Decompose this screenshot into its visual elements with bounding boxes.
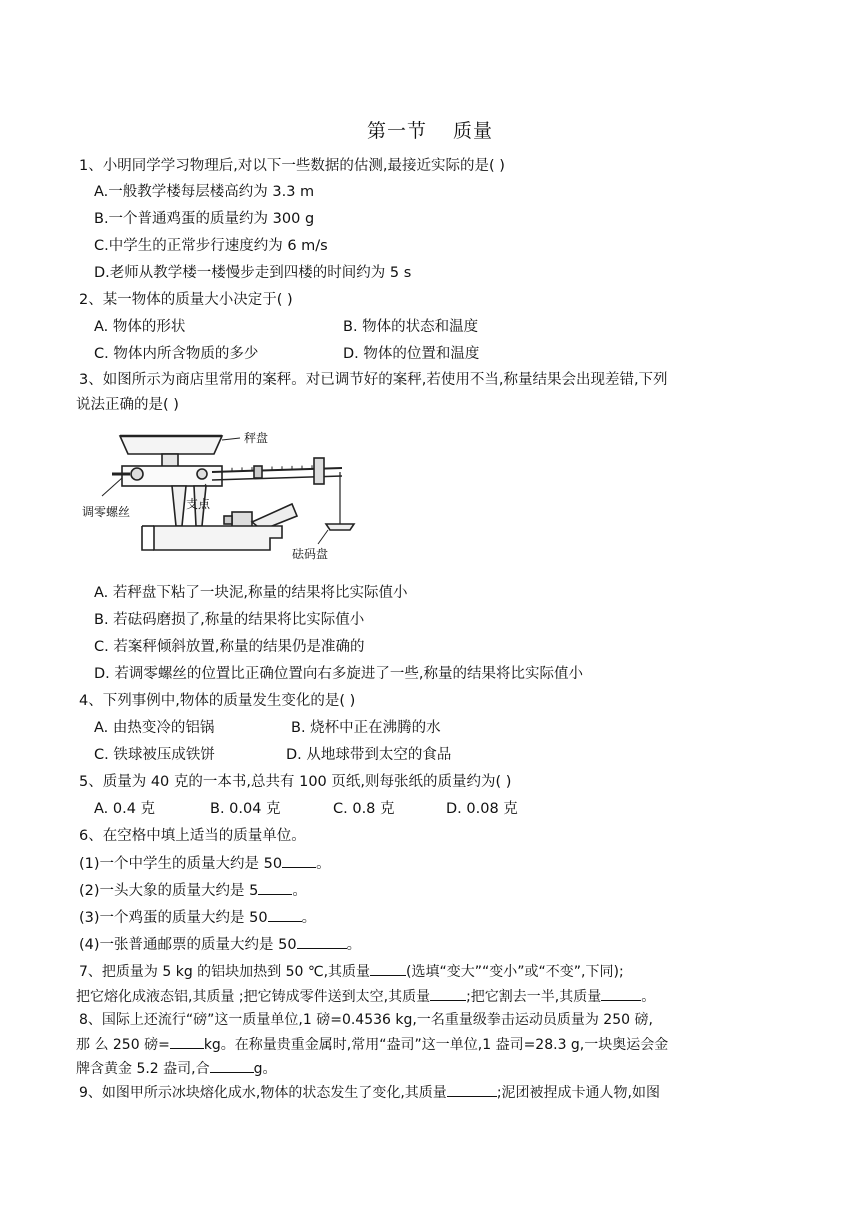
q6-item-3 [79,907,316,928]
q5-option-d: D. 0.08 克 [446,801,518,817]
q9-text-b: ;泥团被捏成卡通人物,如图 [496,1085,660,1101]
q6-blank-2[interactable] [258,880,292,895]
q6-item-4-text: (4)一张普通邮票的质量大约是 50 [79,937,297,953]
q1-option-c: C.中学生的正常步行速度约为 6 m/s [94,238,328,254]
q6-item-2-end: 。 [292,883,307,899]
q6-item-1-end: 。 [316,856,331,872]
q1-option-b: B.一个普通鸡蛋的质量约为 300 g [94,211,315,227]
q8-line2 [76,1034,668,1055]
q7-text-b: (选填“变大”“变小”或“不变”,下同); [406,964,624,980]
q6-item-2-text: (2)一头大象的质量大约是 5 [79,883,259,899]
q6-blank-4[interactable] [297,934,347,949]
q1-option-a: A.一般教学楼每层楼高约为 3.3 m [94,184,315,200]
q8-text-b: 那 么 250 磅= [76,1037,170,1053]
page-title [0,116,860,143]
scale-label-fulcrum: 支点 [186,497,211,511]
q8-blank-2[interactable] [210,1058,254,1073]
q8-blank-1[interactable] [170,1034,204,1049]
q2-option-c: C. 物体内所含物质的多少 [94,346,259,362]
q4-option-a: A. 由热变冷的铝锅 [94,720,215,736]
scale-figure [82,426,362,566]
q5-option-a: A. 0.4 克 [94,801,156,817]
title-part2: 质量 [453,120,494,142]
q6-item-2 [79,880,307,901]
q3-option-b: B. 若砝码磨损了,称量的结果将比实际值小 [94,612,365,628]
scale-label-weight-pan: 砝码盘 [292,547,329,561]
q8-text-e: g。 [253,1061,277,1077]
q4-stem: 4、下列事例中,物体的质量发生变化的是( ) [79,693,356,709]
q6-item-1-text: (1)一个中学生的质量大约是 50 [79,856,283,872]
q6-stem: 6、在空格中填上适当的质量单位。 [79,828,306,844]
q9-text-a: 9、如图甲所示冰块熔化成水,物体的状态发生了变化,其质量 [79,1085,447,1101]
q8-text-c: kg。在称量贵重金属时,常用“盎司”这一单位,1 盎司=28.3 g,一块奥运会金 [203,1037,669,1053]
q8-line3 [76,1058,277,1079]
q3-stem-line1: 3、如图所示为商店里常用的案秤。对已调节好的案秤,若使用不当,称量结果会出现差错,下列 [79,372,668,388]
q7-text-e: 。 [641,989,656,1005]
q7-line2 [76,986,655,1007]
q3-option-a: A. 若秤盘下粘了一块泥,称量的结果将比实际值小 [94,585,408,601]
scale-label-screw: 调零螺丝 [82,505,131,519]
q7-blank-1[interactable] [370,961,406,976]
q2-option-b: B. 物体的状态和温度 [343,319,479,335]
q5-option-c: C. 0.8 克 [333,801,395,817]
q1-stem: 1、小明同学学习物理后,对以下一些数据的估测,最接近实际的是( ) [79,158,505,174]
q7-blank-2[interactable] [430,986,466,1001]
q8-line1: 8、国际上还流行“磅”这一质量单位,1 磅=0.4536 kg,一名重量级拳击运动员质量为 250 磅, [79,1012,653,1028]
q6-blank-1[interactable] [282,853,316,868]
q6-item-3-end: 。 [301,910,317,926]
title-part1: 第一节 [366,120,427,142]
q6-item-4-end: 。 [346,937,362,953]
q4-option-d: D. 从地球带到太空的食品 [286,747,452,763]
q6-item-1 [79,853,331,874]
q1-option-d: D.老师从教学楼一楼慢步走到四楼的时间约为 5 s [94,265,412,281]
q9-blank-1[interactable] [447,1082,497,1097]
q6-item-4 [79,934,361,955]
q2-option-d: D. 物体的位置和温度 [343,346,480,362]
q6-item-3-text: (3)一个鸡蛋的质量大约是 50 [79,910,268,926]
q7-line1 [79,961,624,982]
q7-blank-3[interactable] [601,986,641,1001]
q4-option-b: B. 烧杯中正在沸腾的水 [291,720,441,736]
q3-option-c: C. 若案秤倾斜放置,称量的结果仍是准确的 [94,639,365,655]
scale-label-pan: 秤盘 [244,431,269,445]
q3-stem-line2: 说法正确的是( ) [76,397,179,413]
q4-option-c: C. 铁球被压成铁饼 [94,747,215,763]
q7-text-a: 7、把质量为 5 kg 的铝块加热到 50 ℃,其质量 [79,964,371,980]
q2-stem: 2、某一物体的质量大小决定于( ) [79,292,293,308]
q7-text-d: ;把它割去一半,其质量 [466,989,602,1005]
q9-line1 [79,1082,660,1103]
q6-blank-3[interactable] [268,907,302,922]
q3-option-d: D. 若调零螺丝的位置比正确位置向右多旋进了一些,称量的结果将比实际值小 [94,666,583,682]
q8-text-d: 牌含黄金 5.2 盎司,合 [76,1061,210,1077]
q5-stem: 5、质量为 40 克的一本书,总共有 100 页纸,则每张纸的质量约为( ) [79,774,512,790]
q7-text-c: 把它熔化成液态铝,其质量 ;把它铸成零件送到太空,其质量 [76,989,431,1005]
q5-option-b: B. 0.04 克 [210,801,281,817]
q2-option-a: A. 物体的形状 [94,319,186,335]
